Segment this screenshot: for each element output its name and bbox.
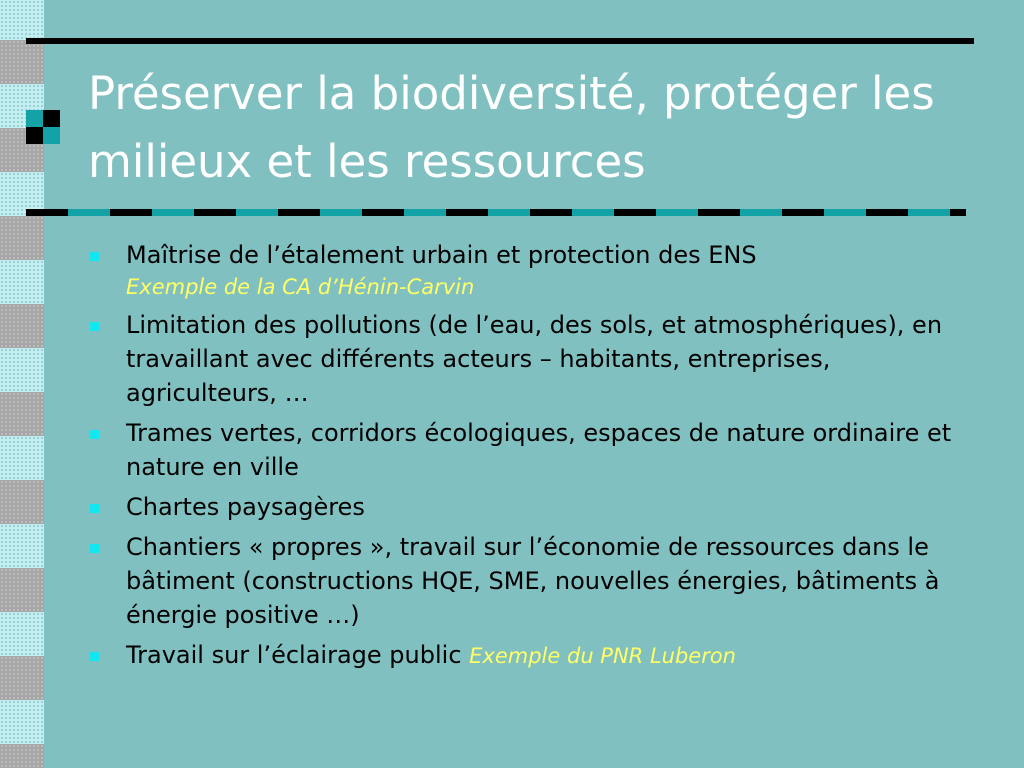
dashed-divider-line — [26, 209, 966, 216]
square-bullet-icon — [90, 430, 99, 439]
example-text: Exemple de la CA d’Hénin-Carvin — [126, 275, 475, 299]
square-bullet-icon — [90, 252, 99, 261]
bullet-text: Chartes paysagères — [126, 493, 365, 521]
slide-title: Préserver la biodiversité, protéger les milieux et les ressources — [88, 67, 935, 188]
square-bullet-icon — [90, 322, 99, 331]
square-bullet-icon — [90, 544, 99, 553]
square-bullet-icon — [90, 652, 99, 661]
list-item — [86, 416, 966, 484]
top-divider-line — [26, 38, 974, 44]
list-item — [86, 530, 966, 632]
list-item — [86, 308, 966, 410]
bullet-text: Trames vertes, corridors écologiques, espaces de nature ordinaire et nature en ville — [126, 419, 952, 481]
bullet-text: Maîtrise de l’étalement urbain et protection des ENS — [126, 241, 757, 269]
list-item — [86, 238, 966, 302]
bullet-text: Travail sur l’éclairage public — [126, 641, 462, 669]
bullet-text: Chantiers « propres », travail sur l’économie de ressources dans le bâtiment (constructions HQE, SME, nouvelles énergies, bâtiments à énergie positive …) — [126, 533, 940, 629]
bullet-text: Limitation des pollutions (de l’eau, des sols, et atmosphériques), en travaillant avec différents acteurs – habitants, entreprises, agriculteurs, … — [126, 311, 943, 407]
checker-squares-icon — [26, 110, 60, 144]
list-item — [86, 638, 966, 673]
list-item — [86, 490, 966, 524]
square-bullet-icon — [90, 504, 99, 513]
example-text: Exemple du PNR Luberon — [469, 644, 736, 668]
bullet-list — [86, 238, 966, 679]
